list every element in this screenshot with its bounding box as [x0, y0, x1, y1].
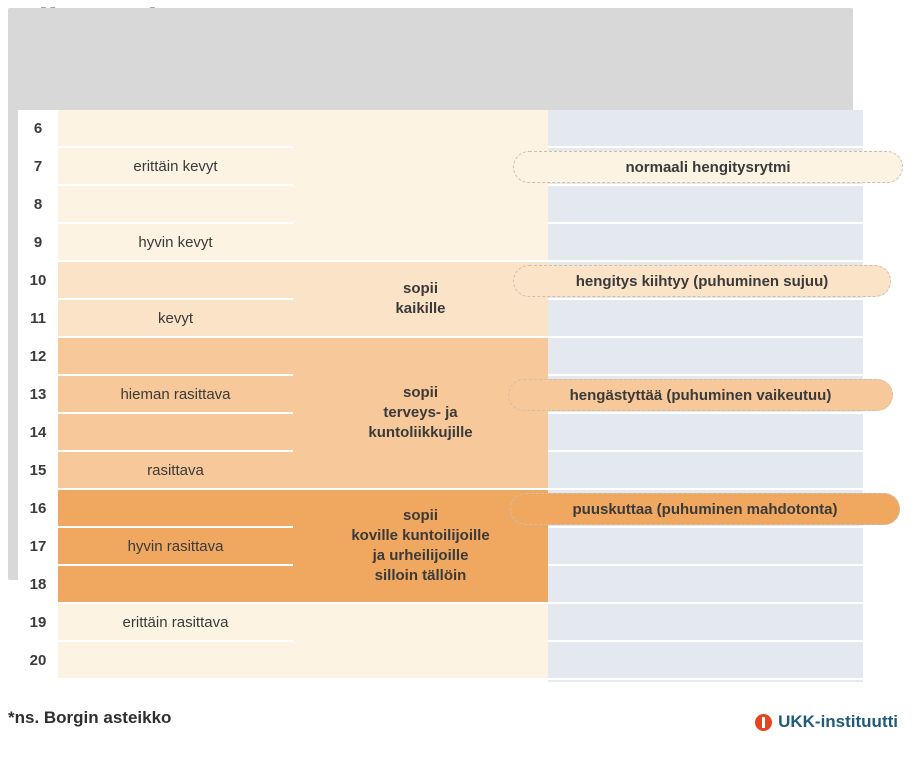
- feel-cell: [58, 110, 293, 148]
- fit-block: [293, 338, 548, 488]
- feel-cell: [58, 186, 293, 224]
- footnote: *ns. Borgin asteikko: [8, 708, 172, 727]
- feel-cell: rasittava: [58, 452, 293, 490]
- borg-value: 8: [18, 186, 58, 224]
- breathing-pill: puuskuttaa (puhuminen mahdotonta): [510, 493, 900, 525]
- borg-scale-table: [18, 110, 863, 682]
- borg-value: 13: [18, 376, 58, 414]
- feel-cell: erittäin kevyt: [58, 148, 293, 186]
- breathing-pill: hengästyttää (puhuminen vaikeutuu): [508, 379, 893, 411]
- brand-logo: [755, 712, 898, 732]
- feel-cell: [58, 414, 293, 452]
- feel-cell: hieman rasittava: [58, 376, 293, 414]
- feel-cell: [58, 642, 293, 680]
- borg-value: 9: [18, 224, 58, 262]
- feel-cell: [58, 490, 293, 528]
- borg-value: 14: [18, 414, 58, 452]
- feel-cell: [58, 338, 293, 376]
- fit-block: [293, 110, 548, 260]
- borg-value: 15: [18, 452, 58, 490]
- borg-value: 11: [18, 300, 58, 338]
- borg-value: 10: [18, 262, 58, 300]
- fit-block-label: sopii kaikille: [395, 279, 446, 317]
- borg-value: 17: [18, 528, 58, 566]
- brand-name: UKK-instituutti: [778, 712, 898, 731]
- borg-value: 16: [18, 490, 58, 528]
- ukk-logo-icon: [755, 714, 772, 731]
- fit-block-label: sopii terveys- ja kuntoliikkujille: [368, 383, 473, 442]
- fit-block: [293, 262, 548, 336]
- feel-cell: [58, 566, 293, 604]
- borg-value: 6: [18, 110, 58, 148]
- borg-value: 18: [18, 566, 58, 604]
- fit-block: [293, 604, 548, 678]
- feel-cell: hyvin kevyt: [58, 224, 293, 262]
- feel-cell: erittäin rasittava: [58, 604, 293, 642]
- feel-cell: [58, 262, 293, 300]
- borg-value: 12: [18, 338, 58, 376]
- borg-value: 7: [18, 148, 58, 186]
- breathing-pill: hengitys kiihtyy (puhuminen sujuu): [513, 265, 891, 297]
- borg-value: 19: [18, 604, 58, 642]
- fit-block-label: sopii koville kuntoilijoille ja urheilijoille silloin tällöin: [351, 506, 490, 585]
- feel-cell: hyvin rasittava: [58, 528, 293, 566]
- feel-cell: kevyt: [58, 300, 293, 338]
- borg-value: 20: [18, 642, 58, 680]
- breathing-pill: normaali hengitysrytmi: [513, 151, 903, 183]
